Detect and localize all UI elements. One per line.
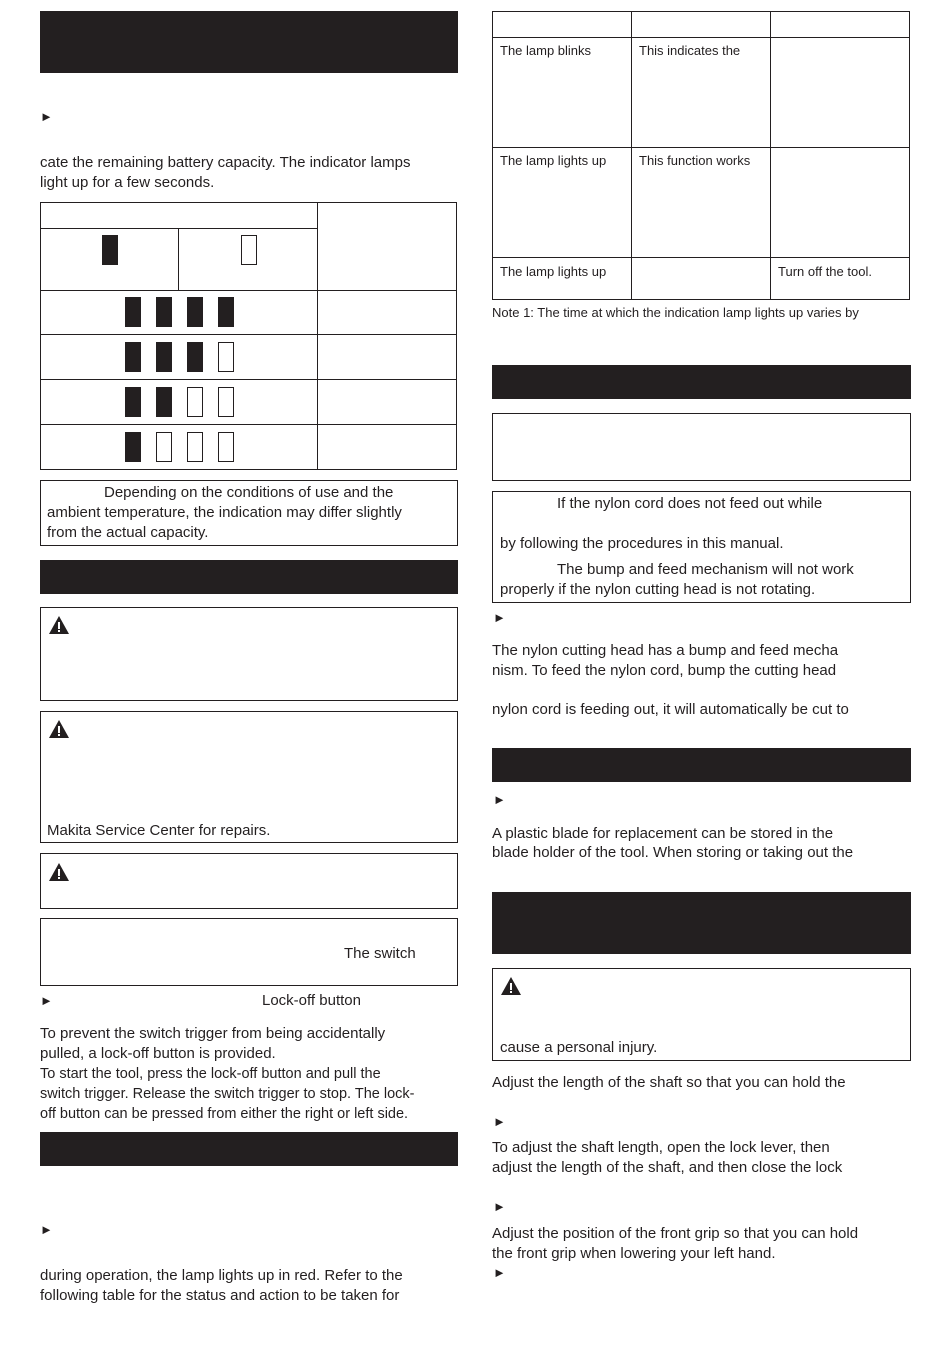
lamp-lighted-icon: [125, 387, 141, 417]
warning-triangle-icon: [48, 615, 70, 635]
section-header-bar: [40, 1132, 458, 1166]
lamp-off-legend-icon: [241, 235, 257, 265]
lamp-lighted-icon: [187, 297, 203, 327]
table-cell: The lamp lights up: [500, 153, 607, 168]
section-header-bar: [492, 892, 911, 954]
lamp-lighted-icon: [125, 342, 141, 372]
lamp-lighted-icon: [125, 297, 141, 327]
body-text: adjust the length of the shaft, and then close the lock: [492, 1159, 843, 1176]
notice-text: The switch: [344, 945, 416, 962]
note-text: from the actual capacity.: [47, 524, 209, 541]
note-text: ambient temperature, the indication may differ slightly: [47, 504, 402, 521]
lamp-off-icon: [156, 432, 172, 462]
arrow-icon: ►: [493, 610, 506, 625]
lamp-off-icon: [187, 387, 203, 417]
lamp-lighted-icon: [125, 432, 141, 462]
warning-box: [40, 853, 458, 909]
notice-text: If the nylon cord does not feed out while: [557, 495, 823, 512]
lamp-lighted-icon: [156, 297, 172, 327]
table-cell: This function works: [639, 153, 751, 168]
section-header-bar: [492, 365, 911, 399]
note-text: Depending on the conditions of use and the: [104, 484, 394, 501]
body-text: To prevent the switch trigger from being accidentally: [40, 1025, 386, 1042]
body-text: nylon cord is feeding out, it will automatically be cut to: [492, 701, 849, 718]
table-note: Note 1: The time at which the indication lamp lights up varies by: [492, 305, 859, 320]
arrow-icon: ►: [493, 1114, 506, 1129]
notice-text: by following the procedures in this manual.: [500, 535, 784, 552]
arrow-icon: ►: [493, 1265, 506, 1280]
section-header-bar: [40, 11, 458, 73]
lamp-lighted-legend-icon: [102, 235, 118, 265]
warning-text: Makita Service Center for repairs.: [47, 822, 271, 839]
body-text: the front grip when lowering your left hand.: [492, 1245, 776, 1262]
lamp-lighted-icon: [156, 387, 172, 417]
section-header-bar: [40, 560, 458, 594]
body-text: The nylon cutting head has a bump and feed mecha: [492, 642, 839, 659]
lamp-lighted-icon: [187, 342, 203, 372]
body-text: off button can be pressed from either the right or left side.: [40, 1106, 409, 1122]
body-text: during operation, the lamp lights up in red. Refer to the: [40, 1267, 403, 1284]
table-cell: The lamp blinks: [500, 43, 592, 58]
body-text: following table for the status and action to be taken for: [40, 1287, 400, 1304]
warning-triangle-icon: [500, 976, 522, 996]
body-text: To start the tool, press the lock-off button and pull the: [40, 1066, 381, 1082]
body-text: nism. To feed the nylon cord, bump the cutting head: [492, 662, 837, 679]
section-header-bar: [492, 748, 911, 782]
lamp-off-icon: [187, 432, 203, 462]
intro-line: cate the remaining battery capacity. The indicator lamps: [40, 154, 411, 171]
arrow-icon: ►: [493, 1199, 506, 1214]
arrow-icon: ►: [493, 792, 506, 807]
arrow-icon: ►: [40, 1222, 53, 1237]
notice-text: The bump and feed mechanism will not work: [557, 561, 854, 578]
lamp-lighted-icon: [218, 297, 234, 327]
body-text: To adjust the shaft length, open the lock lever, then: [492, 1139, 830, 1156]
table-cell: Turn off the tool.: [778, 264, 872, 279]
arrow-icon: ►: [40, 993, 53, 1008]
lamp-off-icon: [218, 387, 234, 417]
body-text: pulled, a lock-off button is provided.: [40, 1045, 276, 1062]
table-cell: This indicates the: [639, 43, 741, 58]
caution-box: [492, 413, 911, 481]
lamp-lighted-icon: [156, 342, 172, 372]
body-text: A plastic blade for replacement can be stored in the: [492, 825, 834, 842]
figure-label: Lock-off button: [262, 992, 361, 1009]
warning-triangle-icon: [48, 862, 70, 882]
lamp-off-icon: [218, 432, 234, 462]
intro-line: light up for a few seconds.: [40, 174, 215, 191]
warning-triangle-icon: [48, 719, 70, 739]
body-text: blade holder of the tool. When storing or taking out the: [492, 844, 854, 861]
table-cell: The lamp lights up: [500, 264, 607, 279]
body-text: Adjust the length of the shaft so that you can hold the: [492, 1074, 846, 1091]
body-text: switch trigger. Release the switch trigger to stop. The lock-: [40, 1086, 415, 1102]
body-text: Adjust the position of the front grip so that you can hold: [492, 1225, 859, 1242]
arrow-icon: ►: [40, 109, 53, 124]
notice-text: properly if the nylon cutting head is not rotating.: [500, 581, 816, 598]
caution-text: cause a personal injury.: [500, 1039, 658, 1056]
lamp-off-icon: [218, 342, 234, 372]
warning-box: [40, 607, 458, 701]
